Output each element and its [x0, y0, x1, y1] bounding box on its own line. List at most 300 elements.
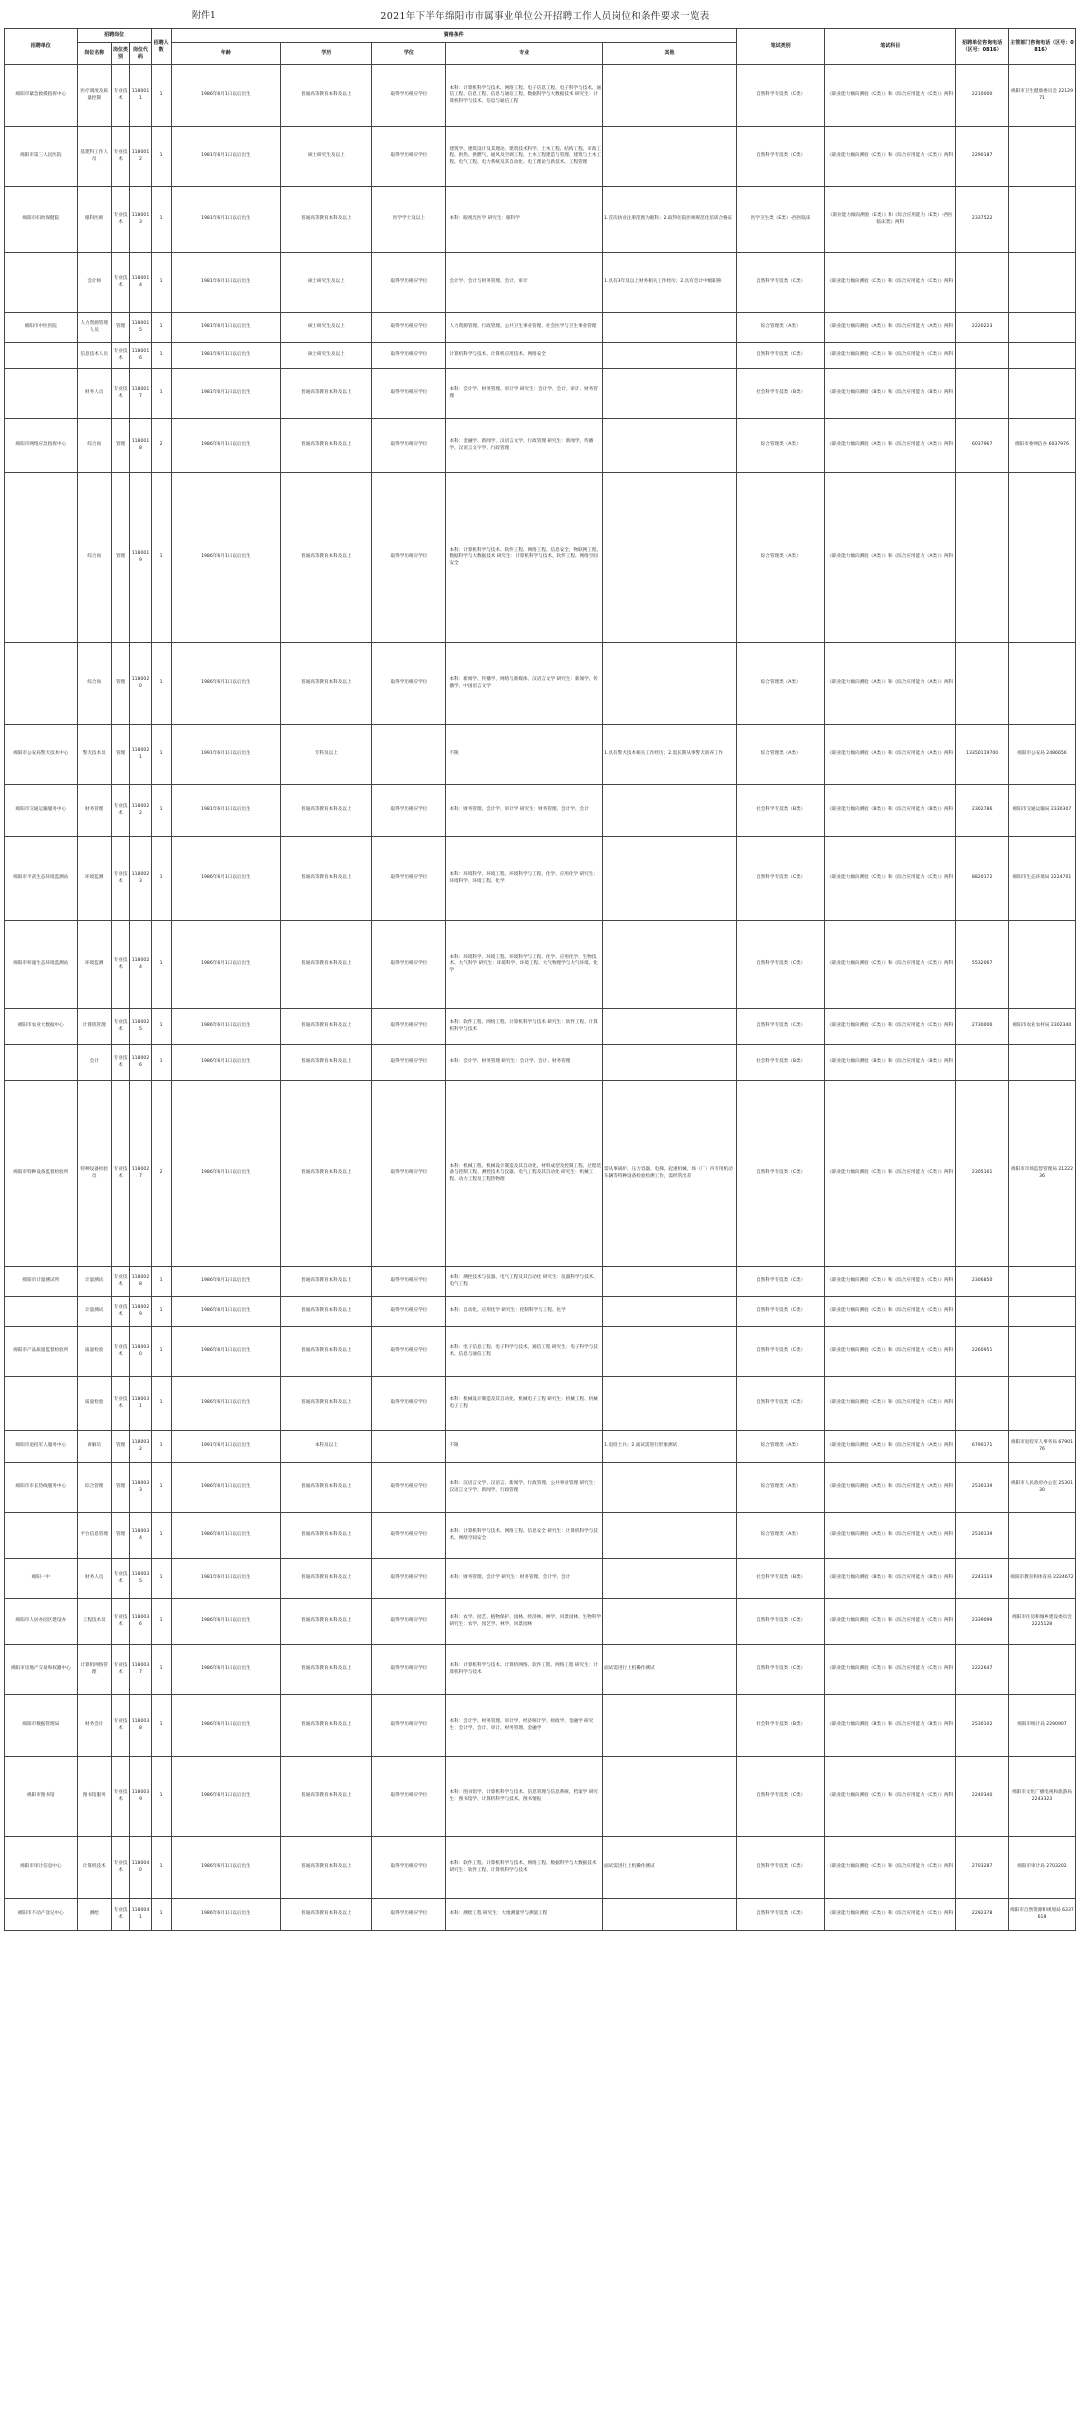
dept-phone-cell: [1008, 369, 1075, 419]
exam-subject-cell: 《职业能力倾向测验（B类）》和《综合应用能力（B类）》两科: [825, 1045, 956, 1081]
unit-name-cell: [5, 473, 78, 643]
unit-name-cell: 绵阳市人居办园区建设办: [5, 1599, 78, 1645]
education-cell: 普通高等教育本科及以上: [281, 1757, 372, 1837]
position-code-cell: 1180029: [130, 1297, 151, 1327]
degree-cell: 取得学历相应学位: [372, 1837, 446, 1899]
major-cell: 本科：会计学、财务管理 研究生：会计学、会计、财务管理: [446, 1045, 603, 1081]
other-cell: [603, 313, 737, 343]
table-row: [5, 473, 1076, 643]
major-cell: 本科：机械设计制造及其自动化、机械电子工程 研究生：机械工程、机械电子工程: [446, 1377, 603, 1431]
exam-category-cell: 自然科学专技类（C类）: [737, 1757, 825, 1837]
degree-cell: 取得学历相应学位: [372, 127, 446, 187]
age-cell: 1981年6月1日以后出生: [171, 187, 281, 253]
position-code-cell: 1180032: [130, 1431, 151, 1463]
education-cell: 普通高等教育本科及以上: [281, 837, 372, 921]
unit-name-cell: 绵阳市梓潼生态环境监测站: [5, 921, 78, 1009]
other-cell: 1.具有警犬技术相关工作经历；2.需长期从事警犬训养工作: [603, 725, 737, 785]
major-cell: 人力资源管理、行政管理、公共卫生事业管理、社会医学与卫生事业管理: [446, 313, 603, 343]
recruit-count-cell: 1: [151, 1045, 171, 1081]
position-type-cell: 专业技术: [111, 1267, 130, 1297]
age-cell: 1986年6月1日以后出生: [171, 1267, 281, 1297]
age-cell: 1986年6月1日以后出生: [171, 1837, 281, 1899]
degree-cell: 取得学历相应学位: [372, 369, 446, 419]
recruit-count-cell: 1: [151, 1695, 171, 1757]
col-header-other: 其他: [603, 43, 737, 65]
position-code-cell: 1180023: [130, 837, 151, 921]
major-cell: 计算机科学与技术、计算机应用技术、网络安全: [446, 343, 603, 369]
degree-cell: 取得学历相应学位: [372, 1899, 446, 1931]
table-row: [5, 65, 1076, 127]
dept-phone-cell: [1008, 1297, 1075, 1327]
exam-category-cell: 自然科学专技类（C类）: [737, 1267, 825, 1297]
education-cell: 普通高等教育本科及以上: [281, 1009, 372, 1045]
major-cell: 本科：新闻学、传播学、网络与新媒体、汉语言文学 研究生：新闻学、传播学、中国语言文学: [446, 643, 603, 725]
position-name-cell: 财务管理: [77, 785, 111, 837]
recruit-count-cell: 1: [151, 1297, 171, 1327]
unit-phone-cell: 2302786: [956, 785, 1009, 837]
attachment-label: 附件1: [192, 11, 216, 21]
major-cell: 不限: [446, 725, 603, 785]
recruit-count-cell: 1: [151, 1837, 171, 1899]
position-type-cell: 专业技术: [111, 1327, 130, 1377]
position-name-cell: 讲解员: [77, 1431, 111, 1463]
unit-phone-cell: [956, 1297, 1009, 1327]
major-cell: 本科：会计学、财务管理、审计学 研究生：会计学、会计、审计、财务管理: [446, 369, 603, 419]
degree-cell: [372, 1431, 446, 1463]
position-code-cell: 1180039: [130, 1757, 151, 1837]
col-header-unit: 招聘单位: [5, 29, 78, 65]
col-header-dept-phone: 主管部门咨询电话（区号：0816）: [1008, 29, 1075, 65]
major-cell: 本科：软件工程、计算机科学与技术、网络工程、数据科学与大数据技术 研究生：软件工程、计算机科学与技术: [446, 1837, 603, 1899]
degree-cell: 取得学历相应学位: [372, 785, 446, 837]
education-cell: 硕士研究生及以上: [281, 313, 372, 343]
education-cell: 普通高等教育本科及以上: [281, 1513, 372, 1559]
recruit-count-cell: 1: [151, 785, 171, 837]
education-cell: 普通高等教育本科及以上: [281, 785, 372, 837]
age-cell: 1986年6月1日以后出生: [171, 1377, 281, 1431]
dept-phone-cell: 绵阳市文化广播电视和旅游局 2243323: [1008, 1757, 1075, 1837]
unit-name-cell: 绵阳市图书馆: [5, 1757, 78, 1837]
recruit-count-cell: 1: [151, 1757, 171, 1837]
education-cell: 普通高等教育本科及以上: [281, 1081, 372, 1267]
col-header-position-type: 岗位类别: [111, 43, 130, 65]
position-type-cell: 专业技术: [111, 1899, 130, 1931]
exam-subject-cell: 《职业能力倾向测验（C类）》和《综合应用能力（C类）》两科: [825, 1599, 956, 1645]
education-cell: 普通高等教育本科及以上: [281, 1045, 372, 1081]
exam-category-cell: 自然科学专技类（C类）: [737, 921, 825, 1009]
position-type-cell: 专业技术: [111, 369, 130, 419]
degree-cell: 取得学历相应学位: [372, 1297, 446, 1327]
table-row: [5, 419, 1076, 473]
recruit-count-cell: 1: [151, 921, 171, 1009]
recruit-count-cell: 1: [151, 343, 171, 369]
position-name-cell: 信息技术人员: [77, 343, 111, 369]
education-cell: 硕士研究生及以上: [281, 127, 372, 187]
position-type-cell: 管理: [111, 313, 130, 343]
other-cell: 1.退役士兵；2.面试需进行形象测试: [603, 1431, 737, 1463]
degree-cell: 取得学历相应学位: [372, 1377, 446, 1431]
other-cell: [603, 369, 737, 419]
other-cell: [603, 921, 737, 1009]
exam-subject-cell: 《职业能力倾向测验（C类）》和《综合应用能力（C类）》两科: [825, 1009, 956, 1045]
recruit-count-cell: 1: [151, 473, 171, 643]
position-code-cell: 1180038: [130, 1695, 151, 1757]
position-type-cell: 专业技术: [111, 921, 130, 1009]
unit-name-cell: 绵阳市农业大数据中心: [5, 1009, 78, 1045]
position-code-cell: 1180033: [130, 1463, 151, 1513]
table-row: [5, 1327, 1076, 1377]
table-row: [5, 643, 1076, 725]
table-row: [5, 187, 1076, 253]
exam-subject-cell: 《职业能力倾向测验（C类）》和《综合应用能力（C类）》两科: [825, 1837, 956, 1899]
table-row: [5, 1081, 1076, 1267]
degree-cell: 取得学历相应学位: [372, 1009, 446, 1045]
recruit-count-cell: 1: [151, 1327, 171, 1377]
degree-cell: 取得学历相应学位: [372, 1327, 446, 1377]
table-row: [5, 369, 1076, 419]
position-type-cell: 管理: [111, 1513, 130, 1559]
position-code-cell: 1180040: [130, 1837, 151, 1899]
table-row: [5, 1599, 1076, 1645]
unit-name-cell: [5, 1377, 78, 1431]
position-type-cell: 专业技术: [111, 1837, 130, 1899]
other-cell: [603, 127, 737, 187]
education-cell: 普通高等教育本科及以上: [281, 1327, 372, 1377]
table-row: [5, 1463, 1076, 1513]
education-cell: 普通高等教育本科及以上: [281, 473, 372, 643]
col-header-exam-subject: 笔试科目: [825, 29, 956, 65]
education-cell: 普通高等教育本科及以上: [281, 187, 372, 253]
position-name-cell: 财务会计: [77, 1695, 111, 1757]
position-name-cell: 环境监测: [77, 921, 111, 1009]
degree-cell: 取得学历相应学位: [372, 1267, 446, 1297]
position-name-cell: 环境监测: [77, 837, 111, 921]
dept-phone-cell: 绵阳市统计局 2290907: [1008, 1695, 1075, 1757]
exam-subject-cell: 《职业能力倾向测验（C类）》和《综合应用能力（C类）》两科: [825, 1297, 956, 1327]
unit-phone-cell: 2337522: [956, 187, 1009, 253]
major-cell: 本科：环境科学、环境工程、环境科学与工程、化学、应用化学 研究生：环境科学、环境工程、化学: [446, 837, 603, 921]
unit-phone-cell: 2290187: [956, 127, 1009, 187]
exam-category-cell: 医学卫生类（E类）-西医临床: [737, 187, 825, 253]
exam-category-cell: 自然科学专技类（C类）: [737, 127, 825, 187]
position-code-cell: 1180019: [130, 473, 151, 643]
exam-subject-cell: 《职业能力倾向测验（A类）》和《综合应用能力（A类）》两科: [825, 643, 956, 725]
position-name-cell: 会计: [77, 1045, 111, 1081]
exam-category-cell: 自然科学专技类（C类）: [737, 1645, 825, 1695]
exam-category-cell: 自然科学专技类（C类）: [737, 1599, 825, 1645]
degree-cell: 取得学历相应学位: [372, 1695, 446, 1757]
position-code-cell: 1180013: [130, 187, 151, 253]
age-cell: 1981年6月1日以后出生: [171, 369, 281, 419]
exam-subject-cell: 《职业能力倾向测验（A类）》和《综合应用能力（A类）》两科: [825, 419, 956, 473]
other-cell: [603, 1045, 737, 1081]
unit-phone-cell: 2260951: [956, 1327, 1009, 1377]
unit-phone-cell: 6790171: [956, 1431, 1009, 1463]
exam-category-cell: 自然科学专技类（C类）: [737, 1327, 825, 1377]
exam-category-cell: 综合管理类（A类）: [737, 1513, 825, 1559]
unit-phone-cell: [956, 343, 1009, 369]
table-row: [5, 1297, 1076, 1327]
dept-phone-cell: [1008, 1045, 1075, 1081]
exam-category-cell: 综合管理类（A类）: [737, 473, 825, 643]
education-cell: 普通高等教育本科及以上: [281, 1645, 372, 1695]
age-cell: 1986年6月1日以后出生: [171, 921, 281, 1009]
exam-category-cell: 自然科学专技类（C类）: [737, 837, 825, 921]
dept-phone-cell: 绵阳市卫生健康委员会 2212971: [1008, 65, 1075, 127]
degree-cell: 取得学历相应学位: [372, 419, 446, 473]
age-cell: 1986年6月1日以后出生: [171, 1327, 281, 1377]
col-header-position-group: 招聘岗位: [77, 29, 151, 43]
recruit-count-cell: 1: [151, 1559, 171, 1599]
position-code-cell: 1180020: [130, 643, 151, 725]
exam-subject-cell: 《职业能力倾向测验（C类）》和《综合应用能力（C类）》两科: [825, 65, 956, 127]
position-name-cell: 工程技术员: [77, 1599, 111, 1645]
position-code-cell: 1180024: [130, 921, 151, 1009]
table-row: [5, 1559, 1076, 1599]
other-cell: [603, 785, 737, 837]
dept-phone-cell: 绵阳市交通运输局 2330307: [1008, 785, 1075, 837]
position-code-cell: 1180014: [130, 253, 151, 313]
exam-category-cell: 社会科学专技类（B类）: [737, 1045, 825, 1081]
exam-subject-cell: 《职业能力倾向测验（C类）》和《综合应用能力（C类）》两科: [825, 1757, 956, 1837]
exam-subject-cell: 《职业能力倾向测验（C类）》和《综合应用能力（C类）》两科: [825, 1267, 956, 1297]
other-cell: 需从事锅炉、压力容器、电梯、起重机械、场（厂）内专用机动车辆等特种设备检验检测工作，需经常出差: [603, 1081, 737, 1267]
position-type-cell: 专业技术: [111, 1081, 130, 1267]
unit-phone-cell: [956, 369, 1009, 419]
document-header: [4, 8, 1076, 26]
dept-phone-cell: 绵阳市市场监督管理局 2122236: [1008, 1081, 1075, 1267]
position-name-cell: 平台信息管理: [77, 1513, 111, 1559]
table-row: [5, 1513, 1076, 1559]
dept-phone-cell: 绵阳市委网信办 6037976: [1008, 419, 1075, 473]
unit-phone-cell: 13350119700: [956, 725, 1009, 785]
recruit-count-cell: 2: [151, 419, 171, 473]
education-cell: 硕士研究生及以上: [281, 343, 372, 369]
age-cell: 1981年6月1日以后出生: [171, 127, 281, 187]
recruit-count-cell: 1: [151, 313, 171, 343]
unit-phone-cell: [956, 473, 1009, 643]
age-cell: 1986年6月1日以后出生: [171, 1513, 281, 1559]
position-name-cell: 质量检验: [77, 1377, 111, 1431]
unit-name-cell: [5, 1513, 78, 1559]
major-cell: 本科：计算机科学与技术、软件工程、网络工程、信息安全、物联网工程、数据科学与大数据技术 研究生：计算机科学与技术、软件工程、网络空间安全: [446, 473, 603, 643]
unit-name-cell: 绵阳市紧急救援指挥中心: [5, 65, 78, 127]
other-cell: [603, 643, 737, 725]
table-row: [5, 921, 1076, 1009]
unit-name-cell: [5, 1045, 78, 1081]
recruit-count-cell: 1: [151, 1267, 171, 1297]
recruit-count-cell: 1: [151, 187, 171, 253]
age-cell: 1986年6月1日以后出生: [171, 473, 281, 643]
exam-subject-cell: 《职业能力倾向测验（A类）》和《综合应用能力（A类）》两科: [825, 725, 956, 785]
position-type-cell: 专业技术: [111, 127, 130, 187]
degree-cell: 取得学历相应学位: [372, 1599, 446, 1645]
age-cell: 1986年6月1日以后出生: [171, 1695, 281, 1757]
unit-name-cell: [5, 253, 78, 313]
dept-phone-cell: 绵阳市生态环境局 2224701: [1008, 837, 1075, 921]
exam-category-cell: 自然科学专技类（C类）: [737, 1081, 825, 1267]
unit-phone-cell: [956, 253, 1009, 313]
exam-category-cell: 综合管理类（A类）: [737, 725, 825, 785]
age-cell: 1986年6月1日以后出生: [171, 1009, 281, 1045]
exam-subject-cell: 《职业能力倾向测验（C类）》和《综合应用能力（C类）》两科: [825, 1081, 956, 1267]
position-name-cell: 计算机网络管理: [77, 1645, 111, 1695]
position-name-cell: 医疗调度及质量控制: [77, 65, 111, 127]
unit-name-cell: [5, 369, 78, 419]
unit-name-cell: 绵阳市中医医院: [5, 313, 78, 343]
position-code-cell: 1180018: [130, 419, 151, 473]
degree-cell: 取得学历相应学位: [372, 643, 446, 725]
table-row: [5, 725, 1076, 785]
unit-name-cell: 绵阳市退役军人服务中心: [5, 1431, 78, 1463]
position-name-cell: 警犬技术员: [77, 725, 111, 785]
exam-subject-cell: 《职业能力倾向测验（E类）》和《综合应用能力（E类）-西医临床类》两科: [825, 187, 956, 253]
age-cell: 1986年6月1日以后出生: [171, 1081, 281, 1267]
exam-category-cell: 自然科学专技类（C类）: [737, 65, 825, 127]
exam-category-cell: 综合管理类（A类）: [737, 419, 825, 473]
unit-phone-cell: 2305161: [956, 1081, 1009, 1267]
age-cell: 1981年6月1日以后出生: [171, 785, 281, 837]
dept-phone-cell: [1008, 643, 1075, 725]
unit-name-cell: 绵阳市第三人民医院: [5, 127, 78, 187]
dept-phone-cell: [1008, 1513, 1075, 1559]
table-row: [5, 785, 1076, 837]
exam-subject-cell: 《职业能力倾向测验（A类）》和《综合应用能力（A类）》两科: [825, 313, 956, 343]
degree-cell: 医学学士及以上: [372, 187, 446, 253]
position-name-cell: 计算机管理: [77, 1009, 111, 1045]
position-name-cell: 会计师: [77, 253, 111, 313]
other-cell: [603, 1513, 737, 1559]
degree-cell: [372, 725, 446, 785]
position-type-cell: 专业技术: [111, 1599, 130, 1645]
exam-category-cell: 社会科学专技类（B类）: [737, 1695, 825, 1757]
other-cell: [603, 837, 737, 921]
education-cell: 普通高等教育本科及以上: [281, 1695, 372, 1757]
position-type-cell: 专业技术: [111, 187, 130, 253]
recruit-count-cell: 1: [151, 1645, 171, 1695]
unit-name-cell: 绵阳市产品质量监督检验所: [5, 1327, 78, 1377]
major-cell: 本科：会计学、财务管理、审计学、经济统计学、财政学、金融学 研究生：会计学、会计、审计、财务管理、金融学: [446, 1695, 603, 1757]
other-cell: [603, 473, 737, 643]
position-type-cell: 管理: [111, 725, 130, 785]
other-cell: [603, 1599, 737, 1645]
major-cell: 不限: [446, 1431, 603, 1463]
unit-phone-cell: [956, 643, 1009, 725]
other-cell: [603, 1009, 737, 1045]
age-cell: 1981年6月1日以后出生: [171, 313, 281, 343]
education-cell: 普通高等教育本科及以上: [281, 1267, 372, 1297]
recruit-count-cell: 1: [151, 1899, 171, 1931]
other-cell: 1.具有3年及以上财务相关工作经历；2.具有会计中级职称: [603, 253, 737, 313]
position-name-cell: 财务人员: [77, 1559, 111, 1599]
degree-cell: 取得学历相应学位: [372, 837, 446, 921]
unit-name-cell: 绵阳市网络应急指挥中心: [5, 419, 78, 473]
degree-cell: 取得学历相应学位: [372, 313, 446, 343]
degree-cell: 取得学历相应学位: [372, 921, 446, 1009]
age-cell: 1986年6月1日以后出生: [171, 1463, 281, 1513]
dept-phone-cell: 绵阳市退役军人事务局 6790176: [1008, 1431, 1075, 1463]
table-row: [5, 343, 1076, 369]
dept-phone-cell: [1008, 187, 1075, 253]
position-type-cell: 专业技术: [111, 1645, 130, 1695]
table-row: [5, 253, 1076, 313]
other-cell: [603, 1695, 737, 1757]
position-type-cell: 管理: [111, 1431, 130, 1463]
unit-phone-cell: 2703287: [956, 1837, 1009, 1899]
education-cell: 普通高等教育本科及以上: [281, 921, 372, 1009]
exam-category-cell: 综合管理类（A类）: [737, 313, 825, 343]
position-type-cell: 专业技术: [111, 1559, 130, 1599]
dept-phone-cell: 绵阳市农业农村局 2302340: [1008, 1009, 1075, 1045]
document-title: 2021年下半年绵阳市市属事业单位公开招聘工作人员岗位和条件要求一览表: [380, 11, 710, 22]
degree-cell: 取得学历相应学位: [372, 1045, 446, 1081]
education-cell: 普通高等教育本科及以上: [281, 643, 372, 725]
unit-phone-cell: 2530102: [956, 1695, 1009, 1757]
dept-phone-cell: [1008, 1377, 1075, 1431]
dept-phone-cell: [1008, 1327, 1075, 1377]
position-code-cell: 1180036: [130, 1599, 151, 1645]
dept-phone-cell: [1008, 313, 1075, 343]
unit-phone-cell: 2530139: [956, 1513, 1009, 1559]
unit-name-cell: [5, 343, 78, 369]
position-code-cell: 1180035: [130, 1559, 151, 1599]
dept-phone-cell: [1008, 1645, 1075, 1695]
age-cell: 1991年6月1日以后出生: [171, 725, 281, 785]
other-cell: [603, 1377, 737, 1431]
position-code-cell: 1180011: [130, 65, 151, 127]
position-code-cell: 1180028: [130, 1267, 151, 1297]
exam-subject-cell: 《职业能力倾向测验（A类）》和《综合应用能力（A类）》两科: [825, 1463, 956, 1513]
col-header-education: 学历: [281, 43, 372, 65]
degree-cell: 取得学历相应学位: [372, 65, 446, 127]
position-code-cell: 1180017: [130, 369, 151, 419]
recruit-count-cell: 1: [151, 127, 171, 187]
other-cell: [603, 1297, 737, 1327]
col-header-exam-category: 笔试类别: [737, 29, 825, 65]
recruit-count-cell: 1: [151, 725, 171, 785]
position-type-cell: 管理: [111, 473, 130, 643]
table-row: [5, 1431, 1076, 1463]
dept-phone-cell: 绵阳市人民政府办公室 2530130: [1008, 1463, 1075, 1513]
exam-subject-cell: 《职业能力倾向测验（C类）》和《综合应用能力（C类）》两科: [825, 1327, 956, 1377]
age-cell: 1986年6月1日以后出生: [171, 419, 281, 473]
unit-phone-cell: 2222647: [956, 1645, 1009, 1695]
position-code-cell: 1180021: [130, 725, 151, 785]
exam-category-cell: 综合管理类（A类）: [737, 1463, 825, 1513]
position-type-cell: 管理: [111, 419, 130, 473]
major-cell: 本科：测控技术与仪器、电气工程及其自动化 研究生：仪器科学与技术、电气工程: [446, 1267, 603, 1297]
degree-cell: 取得学历相应学位: [372, 1513, 446, 1559]
dept-phone-cell: 绵阳市自然资源和规划局 6337618: [1008, 1899, 1075, 1931]
unit-name-cell: 绵阳市公安局警犬技术中心: [5, 725, 78, 785]
education-cell: 普通高等教育本科及以上: [281, 1599, 372, 1645]
position-name-cell: 财务人员: [77, 369, 111, 419]
recruit-count-cell: 1: [151, 643, 171, 725]
dept-phone-cell: [1008, 253, 1075, 313]
age-cell: 1981年6月1日以后出生: [171, 1559, 281, 1599]
position-type-cell: 专业技术: [111, 1297, 130, 1327]
unit-phone-cell: 6037967: [956, 419, 1009, 473]
other-cell: [603, 419, 737, 473]
unit-phone-cell: 2339099: [956, 1599, 1009, 1645]
other-cell: [603, 1463, 737, 1513]
position-code-cell: 1180037: [130, 1645, 151, 1695]
unit-phone-cell: [956, 1377, 1009, 1431]
other-cell: [603, 65, 737, 127]
table-row: [5, 1045, 1076, 1081]
position-type-cell: 专业技术: [111, 1695, 130, 1757]
recruit-count-cell: 2: [151, 1081, 171, 1267]
